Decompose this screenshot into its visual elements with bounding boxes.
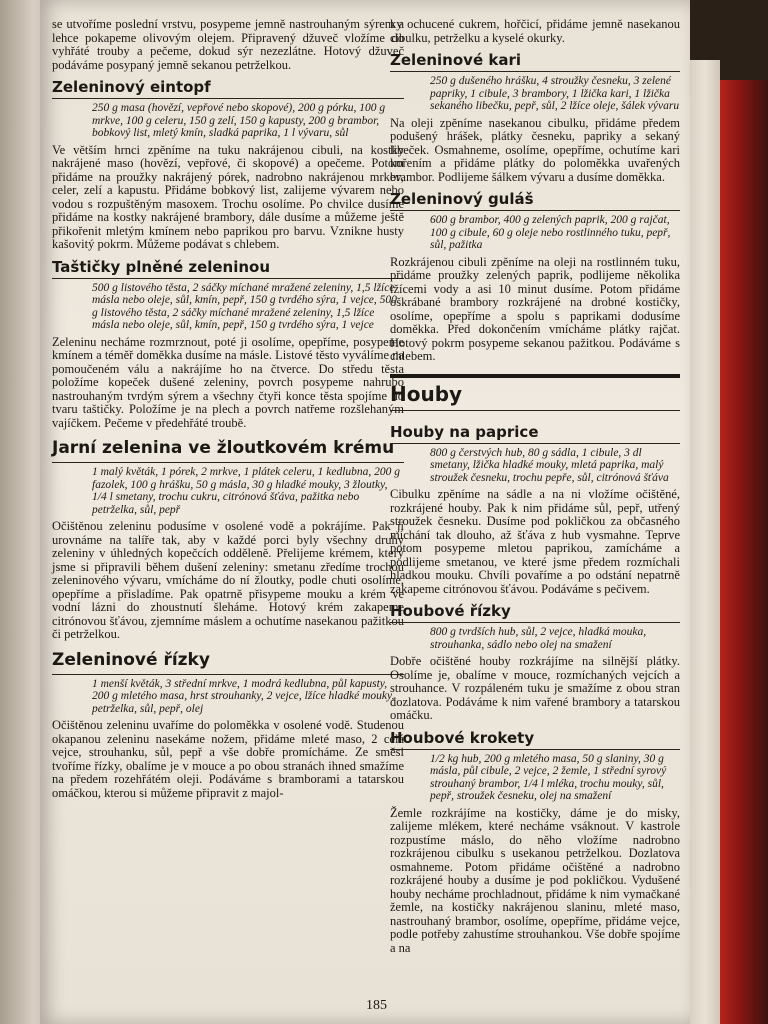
recipe-title-eintopf: Zeleninový eintopf: [52, 78, 404, 99]
recipe-title-jarni: Jarní zelenina ve žloutkovém krému: [52, 436, 404, 463]
method-krokety: Žemle rozkrájíme na kostičky, dáme je do misky, zalijeme mlékem, které necháme vsáknout. V kastrole rozpustíme máslo, do něho vložíme nadrobno rozkrájenou cibulku s usekanou petrželkou. Dozlatova osmahneme. Potom přidáme očištěné a nadrobno rozkrájené houby a dusíme je pod pokličkou. Vydušené houby necháme prochladnout, přidáme k nim vymačkané žemle, na kostičky nakrájenou slaninu, mleté maso, nastrouhaný brambor, osolíme, opepříme, přidáme vejce, podle potřeby zahustíme strouhankou. Vše dobře spojíme a na: [390, 805, 680, 955]
method-gulas: Rozkrájenou cibuli zpěníme na oleji na rostlinném tuku, přidáme proužky zelených paprik, podlijeme několika lžícemi vody a asi 10 minut dusíme. Potom přidáme oškrábané brambory rozkrájené na drobné kostičky, osolíme, opepříme a spolu s paprikami dodusíme doměkka. Před dokončením vmícháme plátky rajčat. Hotový pokrm posypeme sekanou pažitkou. Podáváme s chlebem.: [390, 254, 680, 363]
ingredients-tasticky: 500 g listového těsta, 2 sáčky míchané mražené zeleniny, 1,5 lžíce másla nebo oleje, sůl, kmín, pepř, 150 g tvrdého sýra, 1 vejce, 500 g listového těsta, 2 sáčky míchané mražené zeleniny, 1,5 lžíce másla nebo oleje, sůl, kmín, pepř, 150 g tvrdého sýra, 1 vejce: [92, 281, 397, 331]
ingredients-houbove-rizky: 800 g tvrdších hub, sůl, 2 vejce, hladká mouka, strouhanka, sádlo nebo olej na smažení: [430, 626, 647, 651]
ingredients-krokety: 1/2 kg hub, 200 g mletého masa, 50 g slaniny, 30 g másla, půl cibule, 2 vejce, 2 žemle, 1 střední syrový strouhaný brambor, 1/4 l mléka, trochu mouky, sůl, pepř, stroužek česneku, olej na smažení: [430, 752, 667, 802]
recipe-title-houbove-rizky: Houbové řízky: [390, 602, 680, 623]
recipe-title-kari: Zeleninové kari: [390, 51, 680, 72]
method-paprice: Cibulku zpěníme na sádle a na ni vložíme očištěné, rozkrájené houby. Pak k nim přidáme sůl, pepř, utřený stroužek česneku. Dusíme pod pokličkou za občasného míchání tak dlouho, až šťáva z hub vysmahne. Teprve potom posypeme mletou paprikou, zamícháme a podlijeme smetanou, ve které jsme předem rozmíchali hladkou mouku. Chvíli povaříme a po odstání nepatrně zakapeme citrónovou šťávou. Podáváme s pečivem.: [390, 487, 680, 596]
ingredients-eintopf: 250 g masa (hovězí, vepřové nebo skopové), 200 g pórku, 100 g mrkve, 100 g celeru, 150 g zelí, 150 g kapusty, 200 g brambor, bobkový list, mletý kmín, sladká paprika, 1 l vývaru, sůl: [92, 102, 386, 139]
section-title-houby: Houby: [390, 374, 680, 411]
method-kari: Na oleji zpěníme nasekanou cibulku, přidáme předem podušený hrášek, plátky česneku, papriky a sekaný libeček. Osmahneme, osolíme, opepříme, ochutíme kari kořením a přidáme plátky do poloměkka uvařených brambor. Podlijeme šálkem vývaru a dusíme doměkka.: [390, 115, 680, 184]
recipe-title-gulas: Zeleninový guláš: [390, 190, 680, 211]
method-houbove-rizky: Dobře očištěné houby rozkrájíme na silnější plátky. Osolíme je, obalíme v mouce, rozmíchaných vejcích a strouhance. V rozpáleném tuku je smažíme z obou stran dozlatova. Podáváme k nim vařené brambory a tatarskou omáčku.: [390, 654, 680, 722]
continued-text: ky ochucené cukrem, hořčicí, přidáme jemně nasekanou cibulku, petrželku a kyselé okurky.: [390, 17, 680, 45]
recipe-title-rizky: Zeleninové řízky: [52, 648, 404, 675]
method-rizky: Očištěnou zeleninu uvaříme do poloměkka v osolené vodě. Studenou okapanou zeleninu nasekáme nožem, přidáme mleté maso, 2 celá vejce, strouhanku, sůl, pepř a vše dobře promícháme. Ze směsi tvoříme řízky, obalíme je v mouce a po obou stranách ihned smažíme na předem rozehřátém oleji. Podáváme s bramborami a tatarskou omáčkou, kterou si můžeme připravit z majol-: [52, 718, 404, 800]
intro-text: se utvoříme poslední vrstvu, posypeme jemně nastrouhaným sýrem a lehce pokapeme olivovým olejem. Připravený džuveč vložíme do vyhřáté trouby a pečeme, dokud sýr nezezlátne. Hotový džuveč podáváme posypaný jemně sekanou petrželkou.: [52, 17, 404, 72]
recipe-title-krokety: Houbové krokety: [390, 729, 680, 750]
recipe-title-paprice: Houby na paprice: [390, 423, 680, 444]
ingredients-rizky: 1 menší květák, 3 střední mrkve, 1 modrá kedlubna, půl kapusty, 200 g mletého masa, hrst strouhanky, 2 vejce, lžíce hladké mouky, petrželka, sůl, pepř, olej: [92, 677, 395, 715]
left-column: [52, 18, 404, 800]
book-cover: [720, 80, 768, 1024]
recipe-title-tasticky: Taštičky plněné zeleninou: [52, 258, 404, 279]
ingredients-gulas: 600 g brambor, 400 g zelených paprik, 200 g rajčat, 100 g cibule, 60 g oleje nebo rostlinného tuku, pepř, sůl, pažitka: [430, 214, 671, 251]
method-eintopf: Ve větším hrnci zpěníme na tuku nakrájenou cibuli, na kostky nakrájené maso (hovězí, vepřové, či skopové) a opečeme. Potom přidáme na proužky nakrájený pórek, nadrobno nakrájenou mrkev, celer, zelí a kapustu. Přidáme bobkový list, zalijeme vývarem nebo vodou s rozpuštěným masoxem. Trochu osolíme. Po chvilce dusíme přidáme na kostky nakrájené brambory, dále dusíme a můžeme ještě přikořenit mletým kmínem nebo paprikou pro barvu. Vznikne husty kašovitý pokrm. Můžeme podávat s chlebem.: [52, 142, 404, 251]
method-tasticky: Zeleninu necháme rozmrznout, poté ji osolíme, opepříme, posypeme kmínem a téměř doměkka dusíme na másle. Listové těsto vyválíme na pomoučeném válu a nakrájíme ho na čtverce. Do středu těsta položíme kopeček dušené zeleniny, povrch posypeme nahrubo nastrouhaným tvrdým sýrem a všechny čtyři konce těsta spojíme do tvaru taštičky. Položíme je na plech a povrch natřeme rozšlehaným vajíčkem. Pečeme v předehřáté troubě.: [52, 334, 404, 430]
page-number: 185: [366, 998, 387, 1013]
right-column: [390, 18, 680, 955]
ingredients-paprice: 800 g čerstvých hub, 80 g sádla, 1 cibule, 3 dl smetany, lžička hladké mouky, mletá paprika, malý stroužek česneku, trochu pepře, sůl, citrónová šťáva: [430, 446, 669, 484]
page-stack-edge: [690, 60, 720, 1024]
method-jarni: Očištěnou zeleninu podusíme v osolené vodě a pokrájíme. Pak ji urovnáme na talíře tak, aby v každé porci byly všechny druhy zeleniny v úhledných kopečcích odděleně. Přelijeme krémem, který jsme si připravili během dušení zeleniny: smetanu zředíme trochou zeleninového vývaru, vmícháme do ní žloutky, podle chuti osolíme, opepříme a přisladíme. Pak opatrně přisypeme mouku a krém ve vodní lázni do zhoustnutí šleháme. Hotový krém zakapeme citrónovou šťávou, zjemníme máslem a ochutíme nasekanou pažitkou či petrželkou.: [52, 519, 404, 641]
ingredients-jarni: 1 malý květák, 1 pórek, 2 mrkve, 1 plátek celeru, 1 kedlubna, 200 g fazolek, 100 g hrášku, 50 g másla, 30 g hladké mouky, 3 žloutky, 1/4 l smetany, trochu cukru, citrónová šťáva, pažitka nebo petrželka, sůl, pepř: [92, 466, 401, 516]
ingredients-kari: 250 g dušeného hrášku, 4 stroužky česneku, 3 zelené papriky, 1 cibule, 3 brambory, 1 lžička kari, 1 lžička sekaného libečku, pepř, sůl, 2 lžíce oleje, šálek vývaru: [430, 75, 680, 112]
